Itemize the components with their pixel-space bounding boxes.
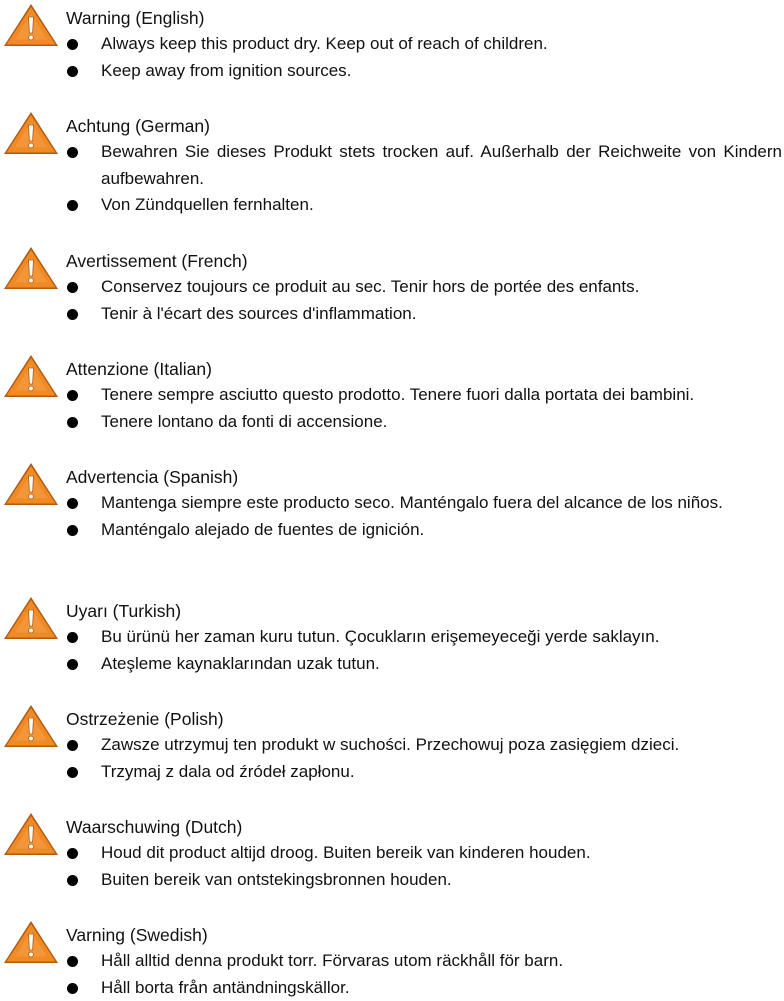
list-item-text: Tenere sempre asciutto questo prodotto. Tenere fuori dalla portata dei bambini. (101, 385, 694, 404)
bullet-dot (67, 956, 78, 967)
section-heading: Avertissement (French) (66, 249, 248, 273)
list-item-text: Keep away from ignition sources. (101, 61, 351, 80)
bullet-dot (67, 282, 78, 293)
list-item-text: Tenir à l'écart des sources d'inflammation. (101, 304, 416, 323)
bullet-dot (67, 200, 78, 211)
list-item-text: Houd dit product altijd droog. Buiten bereik van kinderen houden. (101, 843, 591, 862)
bullet-dot (67, 498, 78, 509)
list-item-text: Manténgalo alejado de fuentes de ignición. (101, 520, 424, 539)
bullet-dot (67, 848, 78, 859)
bullet-dot (67, 632, 78, 643)
list-item-text: Buiten bereik van ontstekingsbronnen houden. (101, 870, 452, 889)
list-item (0, 840, 784, 867)
list-item (0, 651, 784, 678)
list-item (0, 867, 784, 894)
section-heading: Attenzione (Italian) (66, 357, 212, 381)
bullet-dot (67, 740, 78, 751)
bullet-dot (67, 525, 78, 536)
bullet-dot (67, 767, 78, 778)
section-heading: Achtung (German) (66, 114, 210, 138)
bullet-list (0, 31, 784, 84)
bullet-list (0, 948, 784, 1001)
list-item (0, 624, 784, 651)
list-item-text: Conservez toujours ce produit au sec. Tenir hors de portée des enfants. (101, 277, 639, 296)
bullet-dot (67, 875, 78, 886)
list-item (0, 139, 784, 192)
list-item-text: Zawsze utrzymuj ten produkt w suchości. Przechowuj poza zasięgiem dzieci. (101, 735, 679, 754)
section-heading: Waarschuwing (Dutch) (66, 815, 242, 839)
bullet-list (0, 840, 784, 893)
list-item (0, 192, 784, 219)
bullet-list (0, 382, 784, 435)
list-item-text: Bu ürünü her zaman kuru tutun. Çocukların erişemeyeceği yerde saklayın. (101, 627, 659, 646)
bullet-dot (67, 390, 78, 401)
list-item (0, 301, 784, 328)
list-item (0, 517, 784, 544)
section-heading: Ostrzeżenie (Polish) (66, 707, 224, 731)
list-item (0, 58, 784, 85)
list-item (0, 31, 784, 58)
section-heading: Advertencia (Spanish) (66, 465, 238, 489)
list-item-text: Håll alltid denna produkt torr. Förvaras utom räckhåll för barn. (101, 951, 563, 970)
bullet-list (0, 624, 784, 677)
list-item (0, 759, 784, 786)
bullet-dot (67, 417, 78, 428)
list-item (0, 490, 784, 517)
bullet-dot (67, 39, 78, 50)
list-item (0, 274, 784, 301)
bullet-dot (67, 66, 78, 77)
bullet-list (0, 490, 784, 543)
list-item-text: Ateşleme kaynaklarından uzak tutun. (101, 654, 380, 673)
bullet-list (0, 274, 784, 327)
section-heading: Varning (Swedish) (66, 923, 208, 947)
section-heading: Uyarı (Turkish) (66, 599, 181, 623)
bullet-list (0, 139, 784, 219)
list-item-text: Trzymaj z dala od źródeł zapłonu. (101, 762, 355, 781)
list-item (0, 382, 784, 409)
bullet-dot (67, 659, 78, 670)
bullet-dot (67, 309, 78, 320)
list-item (0, 409, 784, 436)
list-item (0, 732, 784, 759)
list-item-text: Always keep this product dry. Keep out of reach of children. (101, 34, 548, 53)
list-item-text: Mantenga siempre este producto seco. Manténgalo fuera del alcance de los niños. (101, 493, 723, 512)
list-item (0, 948, 784, 975)
bullet-dot (67, 147, 78, 158)
list-item (0, 975, 784, 1001)
bullet-dot (67, 983, 78, 994)
bullet-list (0, 732, 784, 785)
list-item-text: Bewahren Sie dieses Produkt stets trocken auf. Außerhalb der Reichweite von Kindern aufbewahren. (101, 142, 782, 188)
section-heading: Warning (English) (66, 6, 204, 30)
list-item-text: Von Zündquellen fernhalten. (101, 195, 314, 214)
list-item-text: Tenere lontano da fonti di accensione. (101, 412, 387, 431)
list-item-text: Håll borta från antändningskällor. (101, 978, 350, 997)
